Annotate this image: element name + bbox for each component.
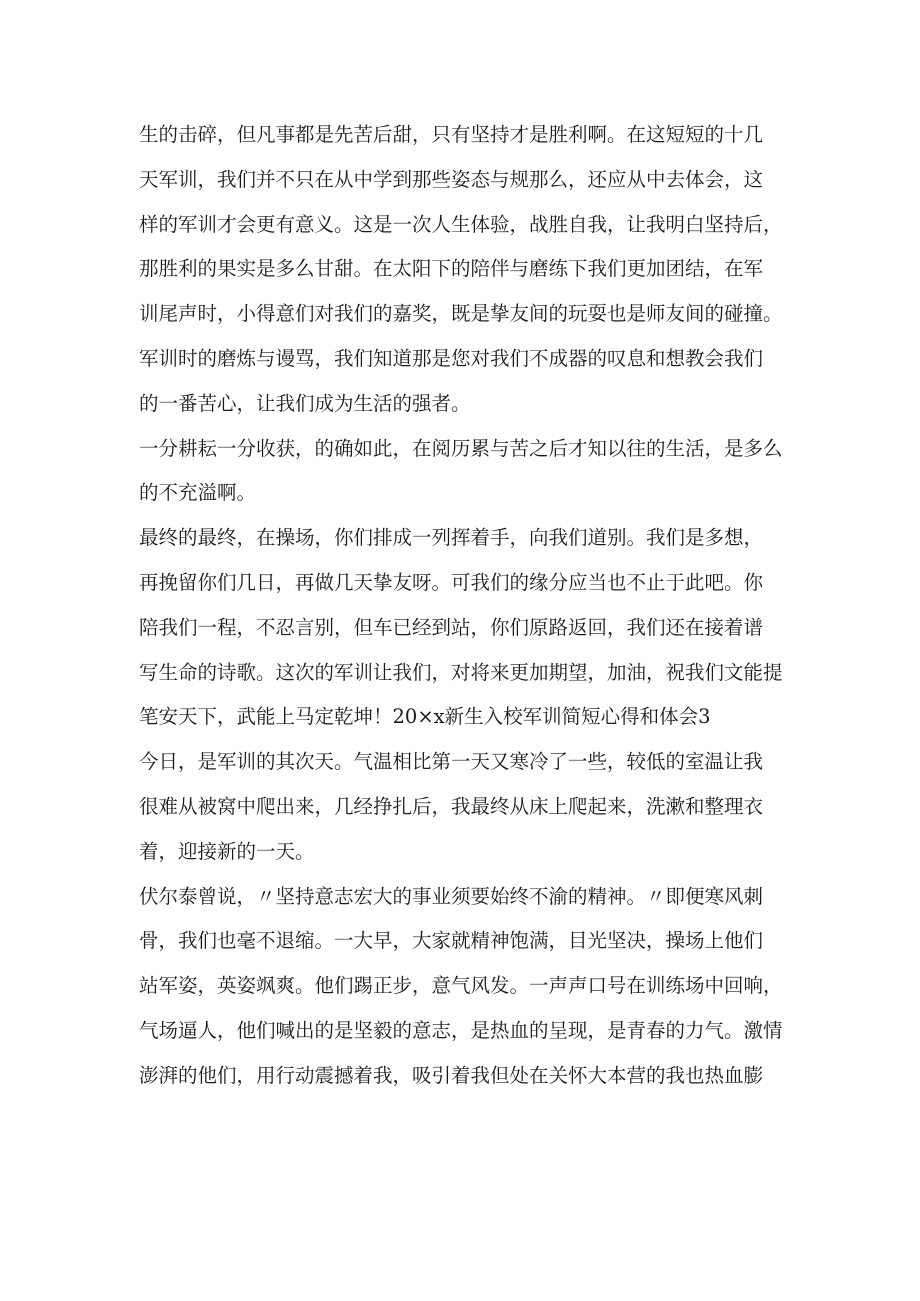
text-line: 最终的最终，在操场，你们排成一列挥着手，向我们道别。我们是多想， xyxy=(139,526,764,550)
text-line: 一分耕耘一分收获，的确如此，在阅历累与苦之后才知以往的生活，是多么 xyxy=(139,436,783,460)
text-line: 军训时的磨炼与谩骂，我们知道那是您对我们不成器的叹息和想教会我们 xyxy=(139,346,764,370)
text-line: 样的军训才会更有意义。这是一次人生体验，战胜自我，让我明白坚持后， xyxy=(139,212,783,236)
text-line: 着，迎接新的一天。 xyxy=(139,839,315,863)
text-line: 天军训，我们并不只在从中学到那些姿态与规那么，还应从中去体会，这 xyxy=(139,167,764,191)
text-line: 训尾声时，小得意们对我们的嘉奖，既是挚友间的玩耍也是师友间的碰撞。 xyxy=(139,302,783,326)
text-line: 的一番苦心，让我们成为生活的强者。 xyxy=(139,391,471,415)
text-line: 生的击碎，但凡事都是先苦后甜，只有坚持才是胜利啊。在这短短的十几 xyxy=(139,123,764,146)
text-line: 陪我们一程，不忍言别，但车已经到站，你们原路返回，我们还在接着谱 xyxy=(139,615,764,639)
text-line: 很难从被窝中爬出来，几经挣扎后，我最终从床上爬起来，洗漱和整理衣 xyxy=(139,794,764,818)
text-line: 澎湃的他们，用行动震撼着我，吸引着我但处在关怀大本营的我也热血膨 xyxy=(139,1063,764,1087)
text-line: 今日，是军训的其次天。气温相比第一天又寒冷了一些，较低的室温让我 xyxy=(139,750,764,774)
text-line: 那胜利的果实是多么甘甜。在太阳下的陪伴与磨练下我们更加团结，在军 xyxy=(139,257,764,281)
text-line: 骨，我们也毫不退缩。一大早，大家就精神饱满，目光坚决，操场上他们 xyxy=(139,929,764,953)
text-line: 伏尔泰曾说，〃坚持意志宏大的事业须要始终不渝的精神。〃即便寒风刺 xyxy=(139,884,764,908)
body-text xyxy=(139,113,799,1099)
text-line: 气场逼人，他们喊出的是坚毅的意志，是热血的呈现，是青春的力气。激情 xyxy=(139,1018,783,1042)
text-line: 再挽留你们几日，再做几天挚友呀。可我们的缘分应当也不止于此吧。你 xyxy=(139,570,764,594)
text-line: 的不充溢啊。 xyxy=(139,481,257,505)
text-line: 站军姿，英姿飒爽。他们踢正步，意气风发。一声声口号在训练场中回响， xyxy=(139,974,783,998)
text-line: 笔安天下，武能上马定乾坤！20×x新生入校军训简短心得和体会3 xyxy=(139,705,711,729)
text-line: 写生命的诗歌。这次的军训让我们，对将来更加期望，加油，祝我们文能提 xyxy=(139,660,783,684)
